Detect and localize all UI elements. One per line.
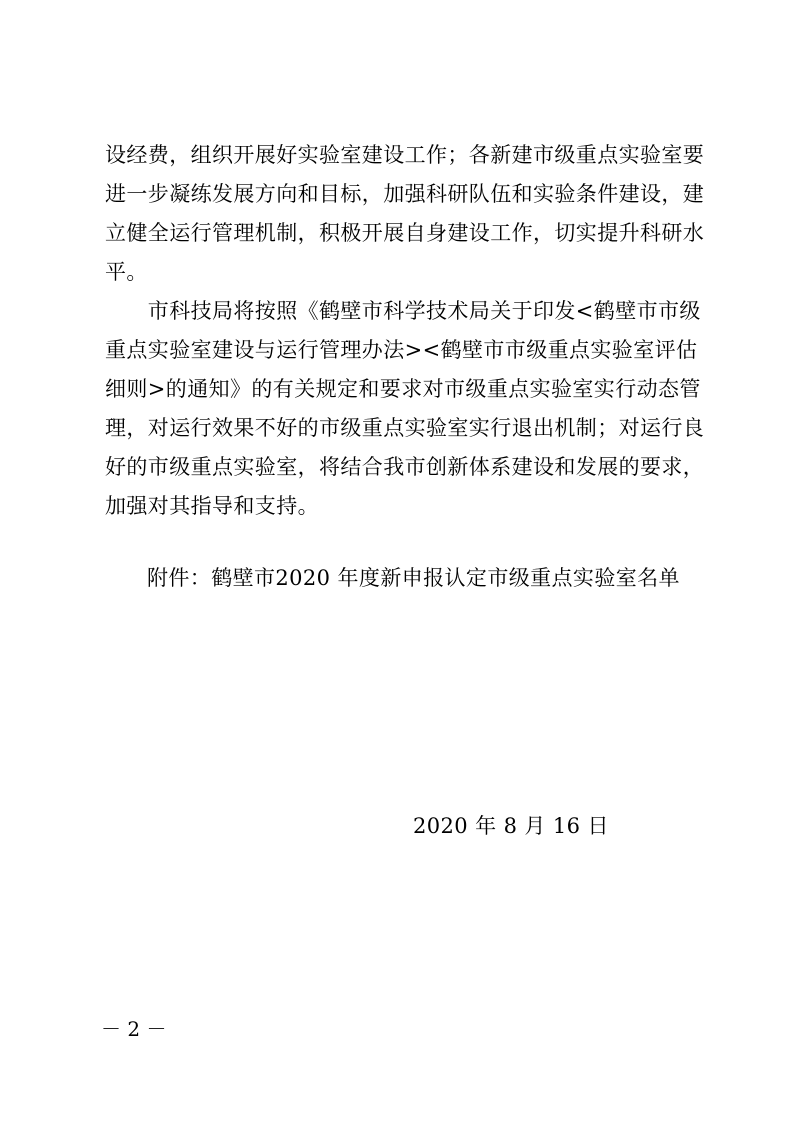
text-line: 重点实验室建设与运行管理办法><鹤壁市市级重点实验室评估 xyxy=(105,338,698,362)
page-number: － 2 － xyxy=(101,1017,167,1041)
text-line: 平。 xyxy=(105,260,148,284)
text-line: 立健全运行管理机制，积极开展自身建设工作，切实提升科研水 xyxy=(105,221,705,245)
text-line: 理，对运行效果不好的市级重点实验室实行退出机制；对运行良 xyxy=(105,416,705,440)
attachment-note: 附件：鹤壁市2020 年度新申报认定市级重点实验室名单 xyxy=(147,566,680,590)
text-line: 进一步凝练发展方向和目标，加强科研队伍和实验条件建设，建 xyxy=(105,182,705,206)
text-line: 细则>的通知》的有关规定和要求对市级重点实验室实行动态管 xyxy=(105,377,701,401)
text-line: 加强对其指导和支持。 xyxy=(105,494,319,518)
text-line: 设经费，组织开展好实验室建设工作；各新建市级重点实验室要 xyxy=(105,143,705,167)
text-line: 市科技局将按照《鹤壁市科学技术局关于印发<鹤壁市市级 xyxy=(105,299,701,323)
document-date: 2020 年 8 月 16 日 xyxy=(413,814,609,838)
text-line: 好的市级重点实验室，将结合我市创新体系建设和发展的要求， xyxy=(105,455,705,479)
